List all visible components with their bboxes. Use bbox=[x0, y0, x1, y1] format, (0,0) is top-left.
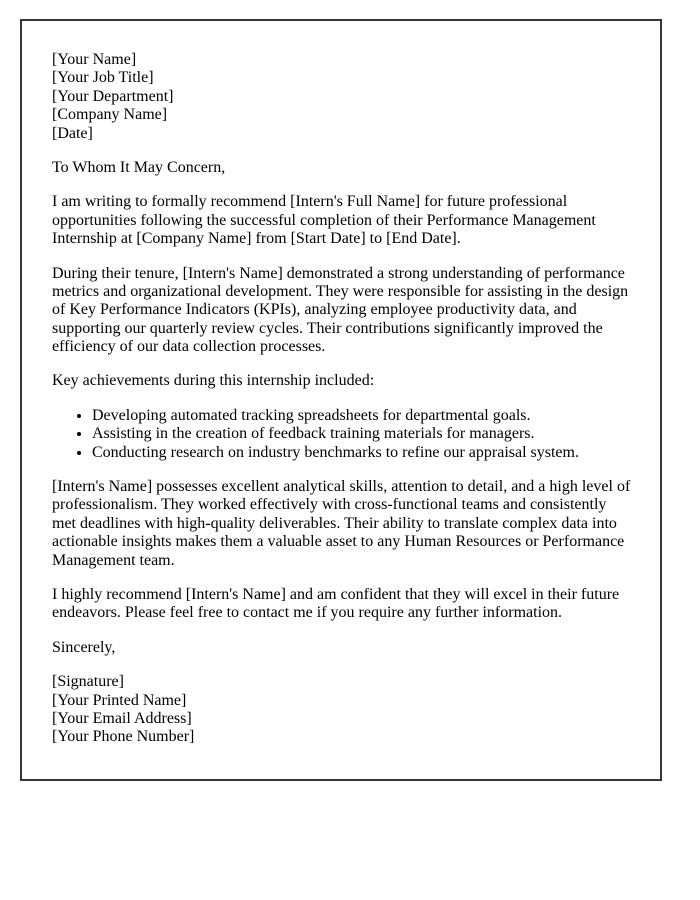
sender-department-line: [Your Department] bbox=[52, 87, 174, 105]
signature-block bbox=[52, 673, 632, 747]
phone-number-line: [Your Phone Number] bbox=[52, 728, 195, 746]
sender-name-line: [Your Name] bbox=[52, 51, 137, 68]
achievements-list bbox=[52, 407, 632, 462]
achievement-item-training-materials: • Assisting in the creation of feedback training materials for managers. bbox=[92, 425, 632, 443]
printed-name-line: [Your Printed Name] bbox=[52, 691, 187, 709]
achievement-item-benchmarks: • Conducting research on industry benchmarks to refine our appraisal system. bbox=[92, 444, 632, 462]
paragraph-introduction: I am writing to formally recommend [Intern's Full Name] for future professional opportunities following the successful completion of their Performance Management Internship at [Company Name] from [Start Date] to [End Date]. bbox=[52, 193, 596, 248]
paragraph-skills: [Intern's Name] possesses excellent analytical skills, attention to detail, and a high level of professionalism. They worked effectively with cross-functional teams and consistently met deadlines with high-quality deliverables. Their ability to translate complex data into actionable insights makes them a valuable asset to any Human Resources or Performance Management team. bbox=[52, 478, 631, 569]
signature-line: [Signature] bbox=[52, 673, 124, 691]
sender-job-title-line: [Your Job Title] bbox=[52, 69, 154, 87]
closing: Sincerely, bbox=[52, 638, 116, 656]
paragraph-tenure: During their tenure, [Intern's Name] demonstrated a strong understanding of performance metrics and organizational development. They were responsible for assisting in the design of Key Performance Indicators (KPIs), analyzing employee productivity data, and supporting our quarterly review cycles. Their contributions significantly improved the efficiency of our data collection processes. bbox=[52, 264, 629, 356]
paragraph-recommendation: I highly recommend [Intern's Name] and am confident that they will excel in their future endeavors. Please feel free to contact me if you require any further information. bbox=[52, 585, 620, 622]
achievement-item-spreadsheets: • Developing automated tracking spreadsheets for departmental goals. bbox=[92, 407, 632, 425]
sender-date-line: [Date] bbox=[52, 124, 93, 142]
paragraph-achievements-lead: Key achievements during this internship included: bbox=[52, 372, 375, 390]
salutation: To Whom It May Concern, bbox=[52, 158, 226, 176]
sender-block bbox=[52, 51, 632, 143]
recommendation-letter-document bbox=[20, 19, 662, 781]
email-address-line: [Your Email Address] bbox=[52, 709, 192, 727]
sender-company-line: [Company Name] bbox=[52, 106, 168, 124]
